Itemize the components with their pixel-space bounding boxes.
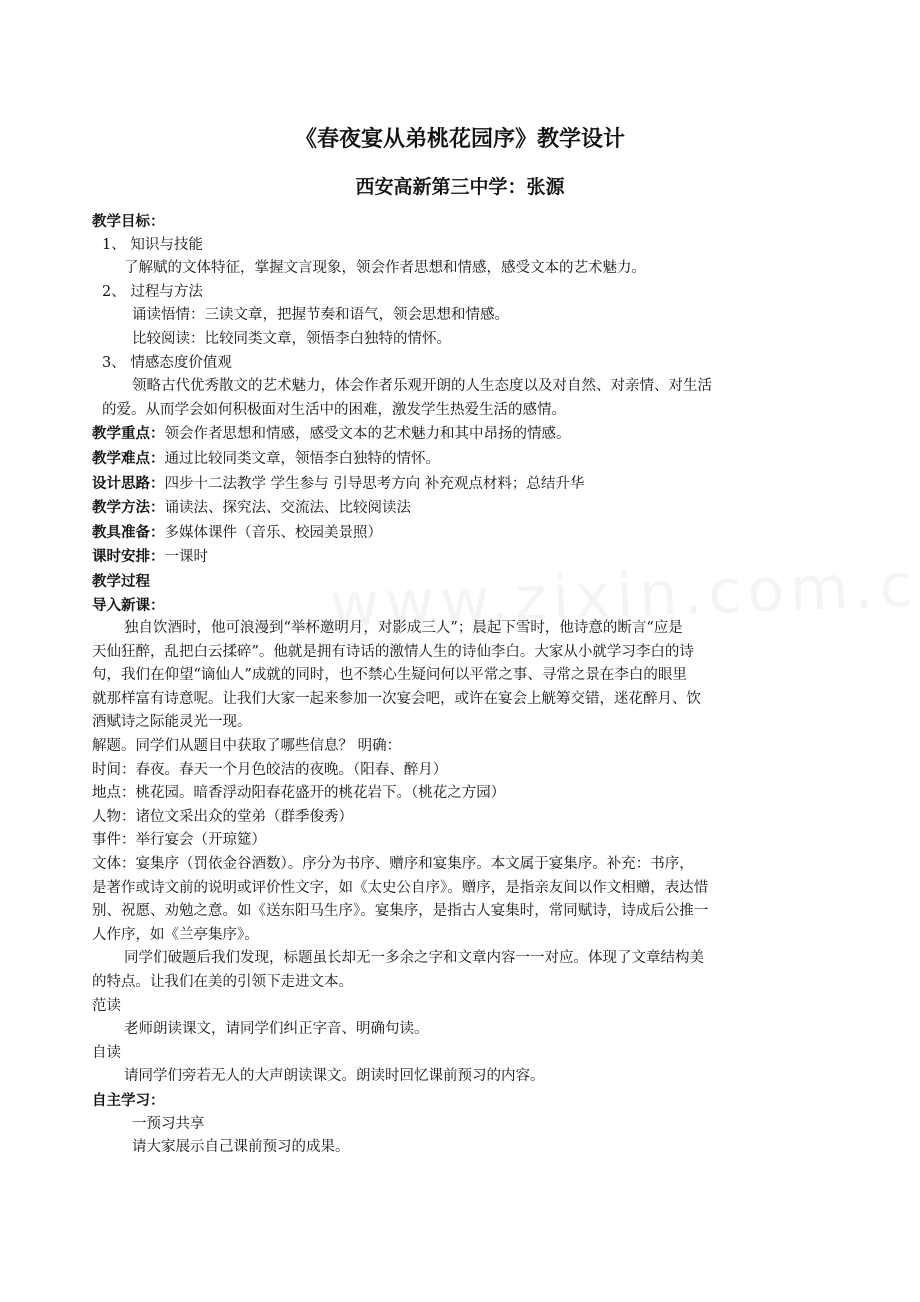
paragraph: 就那样富有诗意呢。让我们大家一起来参加一次宴会吧，或许在宴会上觥筹交错，迷花醉月、饮 bbox=[92, 690, 701, 707]
paragraph: 天仙狂醉，乱把白云揉碎”。他就是拥有诗话的激情人生的诗仙李白。大家从小就学习李白的诗 bbox=[92, 643, 694, 660]
field-label: 教学重点： bbox=[92, 425, 165, 443]
paragraph: 解题。同学们从题目中获取了哪些信息？ 明确： bbox=[92, 738, 402, 755]
paragraph: 人作序，如《兰亭集序》。 bbox=[92, 926, 259, 943]
paragraph: 句，我们在仰望“谪仙人”成就的同时，也不禁心生疑问何以平常之事、寻常之景在李白的眼里 bbox=[92, 667, 687, 684]
paragraph: 诵读悟情：三读文章，把握节奏和语气，领会思想和情感。 bbox=[132, 307, 509, 324]
section-heading: 教学目标： bbox=[92, 213, 165, 230]
paragraph: 请大家展示自己课前预习的成果。 bbox=[132, 1139, 350, 1156]
paragraph: 一预习共享 bbox=[132, 1115, 205, 1132]
paragraph: 独自饮酒时，他可浪漫到“举杯邀明月，对影成三人”；晨起下雪时，他诗意的断言“应是 bbox=[124, 620, 683, 637]
list-item: 1、 知识与技能 bbox=[102, 236, 203, 253]
schedule-line bbox=[92, 545, 792, 570]
paragraph: 比较阅读：比较同类文章，领悟李白独特的情怀。 bbox=[132, 330, 451, 347]
field-value: 诵读法、探究法、交流法、比较阅读法 bbox=[164, 500, 411, 517]
paragraph: 地点：桃花园。暗香浮动阳春花盛开的桃花岩下。（桃花之方园） bbox=[92, 785, 506, 802]
paragraph: 时间：春夜。春天一个月色皎洁的夜晚。（阳春、醉月） bbox=[92, 761, 448, 778]
field-value: 一课时 bbox=[164, 549, 208, 566]
key-point-line bbox=[92, 422, 792, 447]
paragraph: 酒赋诗之际能灵光一现。 bbox=[92, 714, 252, 731]
field-value: 领会作者思想和情感，感受文本的艺术魅力和其中昂扬的情感。 bbox=[164, 426, 571, 443]
paragraph: 别、祝愿、劝勉之意。如《送东阳马生序》。宴集序，是指古人宴集时，常同赋诗，诗成后公推一 bbox=[92, 903, 709, 920]
field-value: 四步十二法教学 学生参与 引导思考方向 补充观点材料；总结升华 bbox=[164, 475, 585, 492]
paragraph: 事件：举行宴会（开琼筵） bbox=[92, 832, 266, 849]
paragraph: 文体：宴集序（罚依金谷酒数）。序分为书序、赠序和宴集序。本文属于宴集序。补充：书序， bbox=[92, 856, 694, 873]
document-body bbox=[92, 210, 792, 1160]
paragraph: 的特点。让我们在美的引领下走进文本。 bbox=[92, 974, 353, 990]
paragraph: 是著作或诗文前的说明或评价性文字，如《太史公自序》。赠序，是指亲友间以作文相赠，表达惜 bbox=[92, 879, 709, 896]
field-value: 通过比较同类文章，领悟李白独特的情怀。 bbox=[164, 450, 440, 467]
list-item: 2、 过程与方法 bbox=[102, 283, 203, 300]
section-heading: 自主学习： bbox=[92, 1091, 165, 1109]
materials-line bbox=[92, 521, 792, 546]
paragraph: 领略古代优秀散文的艺术魅力，体会作者乐观开朗的人生态度以及对自然、对亲情、对生活 bbox=[132, 378, 712, 395]
list-item: 3、 情感态度价值观 bbox=[102, 354, 232, 371]
paragraph: 同学们破题后我们发现，标题虽长却无一多余之字和文章内容一一对应。体现了文章结构美 bbox=[124, 950, 704, 967]
paragraph: 请同学们旁若无人的大声朗读课文。朗读时回忆课前预习的内容。 bbox=[124, 1068, 545, 1085]
paragraph: 老师朗读课文，请同学们纠正字音、明确句读。 bbox=[124, 1021, 429, 1038]
field-label: 课时安排： bbox=[92, 548, 165, 566]
author-line: 西安高新第三中学：张源 bbox=[355, 176, 565, 198]
section-heading: 教学过程 bbox=[92, 572, 150, 590]
section-heading: 导入新课： bbox=[92, 596, 165, 614]
design-line bbox=[92, 472, 792, 497]
difficulty-line bbox=[92, 447, 792, 472]
method-line bbox=[92, 496, 792, 521]
paragraph: 的爱。从而学会如何积极面对生活中的困难，激发学生热爱生活的感情。 bbox=[102, 401, 566, 418]
field-label: 教学难点： bbox=[92, 449, 165, 467]
field-label: 教学方法： bbox=[92, 499, 165, 517]
paragraph: 范读 bbox=[92, 997, 121, 1014]
paragraph: 了解赋的文体特征，掌握文言现象，领会作者思想和情感，感受文本的艺术魅力。 bbox=[124, 260, 646, 277]
document-title: 《春夜宴从弟桃花园序》教学设计 bbox=[294, 126, 625, 152]
paragraph: 人物：诸位文采出众的堂弟（群季俊秀） bbox=[92, 808, 353, 825]
field-label: 设计思路： bbox=[92, 474, 165, 492]
paragraph: 自读 bbox=[92, 1044, 121, 1061]
field-label: 教具准备： bbox=[92, 523, 165, 541]
field-value: 多媒体课件（音乐、校园美景照） bbox=[164, 524, 382, 541]
